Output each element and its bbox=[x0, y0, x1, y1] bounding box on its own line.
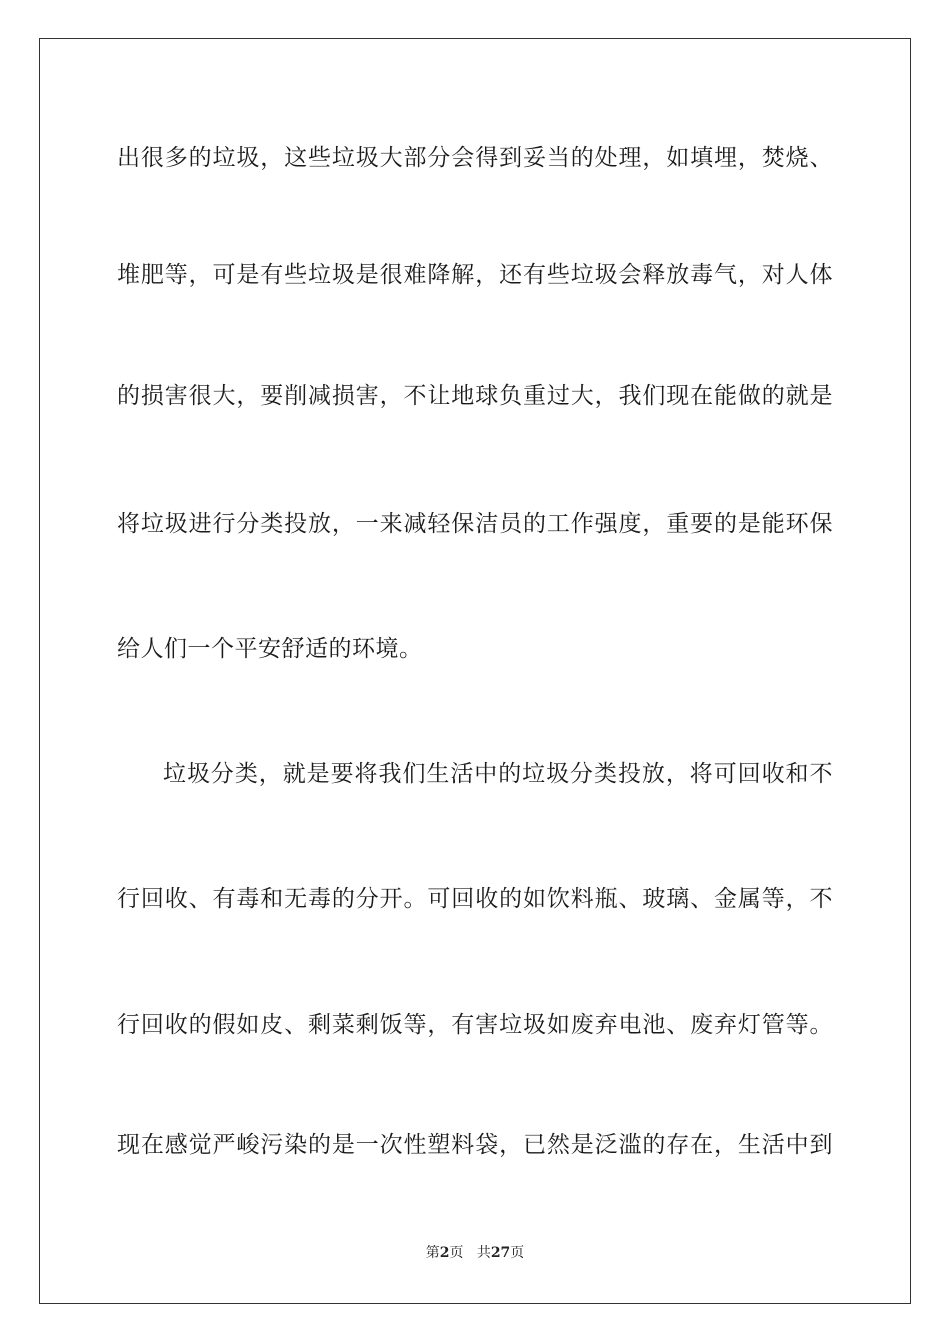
page-footer bbox=[0, 1244, 950, 1262]
footer-total-suffix: 页 bbox=[510, 1245, 525, 1261]
body-text-line-3: 的损害很大，要削减损害，不让地球负重过大，我们现在能做的就是 bbox=[117, 383, 833, 409]
body-text-line-8: 行回收的假如皮、剩菜剩饭等，有害垃圾如废弃电池、废弃灯管等。 bbox=[117, 1012, 833, 1038]
footer-total-pages: 27 bbox=[490, 1245, 511, 1261]
body-text-line-6-indented: 垃圾分类，就是要将我们生活中的垃圾分类投放，将可回收和不 bbox=[163, 761, 833, 787]
body-text-line-4: 将垃圾进行分类投放，一来减轻保洁员的工作强度，重要的是能环保 bbox=[117, 511, 833, 537]
body-text-line-2: 堆肥等，可是有些垃圾是很难降解，还有些垃圾会释放毒气，对人体 bbox=[117, 262, 833, 288]
body-text-line-1: 出很多的垃圾，这些垃圾大部分会得到妥当的处理，如填埋，焚烧、 bbox=[117, 145, 833, 171]
body-text-line-5: 给人们一个平安舒适的环境。 bbox=[117, 636, 423, 662]
footer-page-number: 2 bbox=[439, 1245, 450, 1261]
footer-page-suffix: 页 bbox=[449, 1245, 464, 1261]
body-text-line-7: 行回收、有毒和无毒的分开。可回收的如饮料瓶、玻璃、金属等，不 bbox=[117, 886, 833, 912]
footer-total-prefix: 共 bbox=[476, 1245, 491, 1261]
page-border bbox=[39, 38, 911, 1304]
footer-page-prefix: 第 bbox=[425, 1245, 440, 1261]
body-text-line-9: 现在感觉严峻污染的是一次性塑料袋，已然是泛滥的存在，生活中到 bbox=[117, 1132, 833, 1158]
